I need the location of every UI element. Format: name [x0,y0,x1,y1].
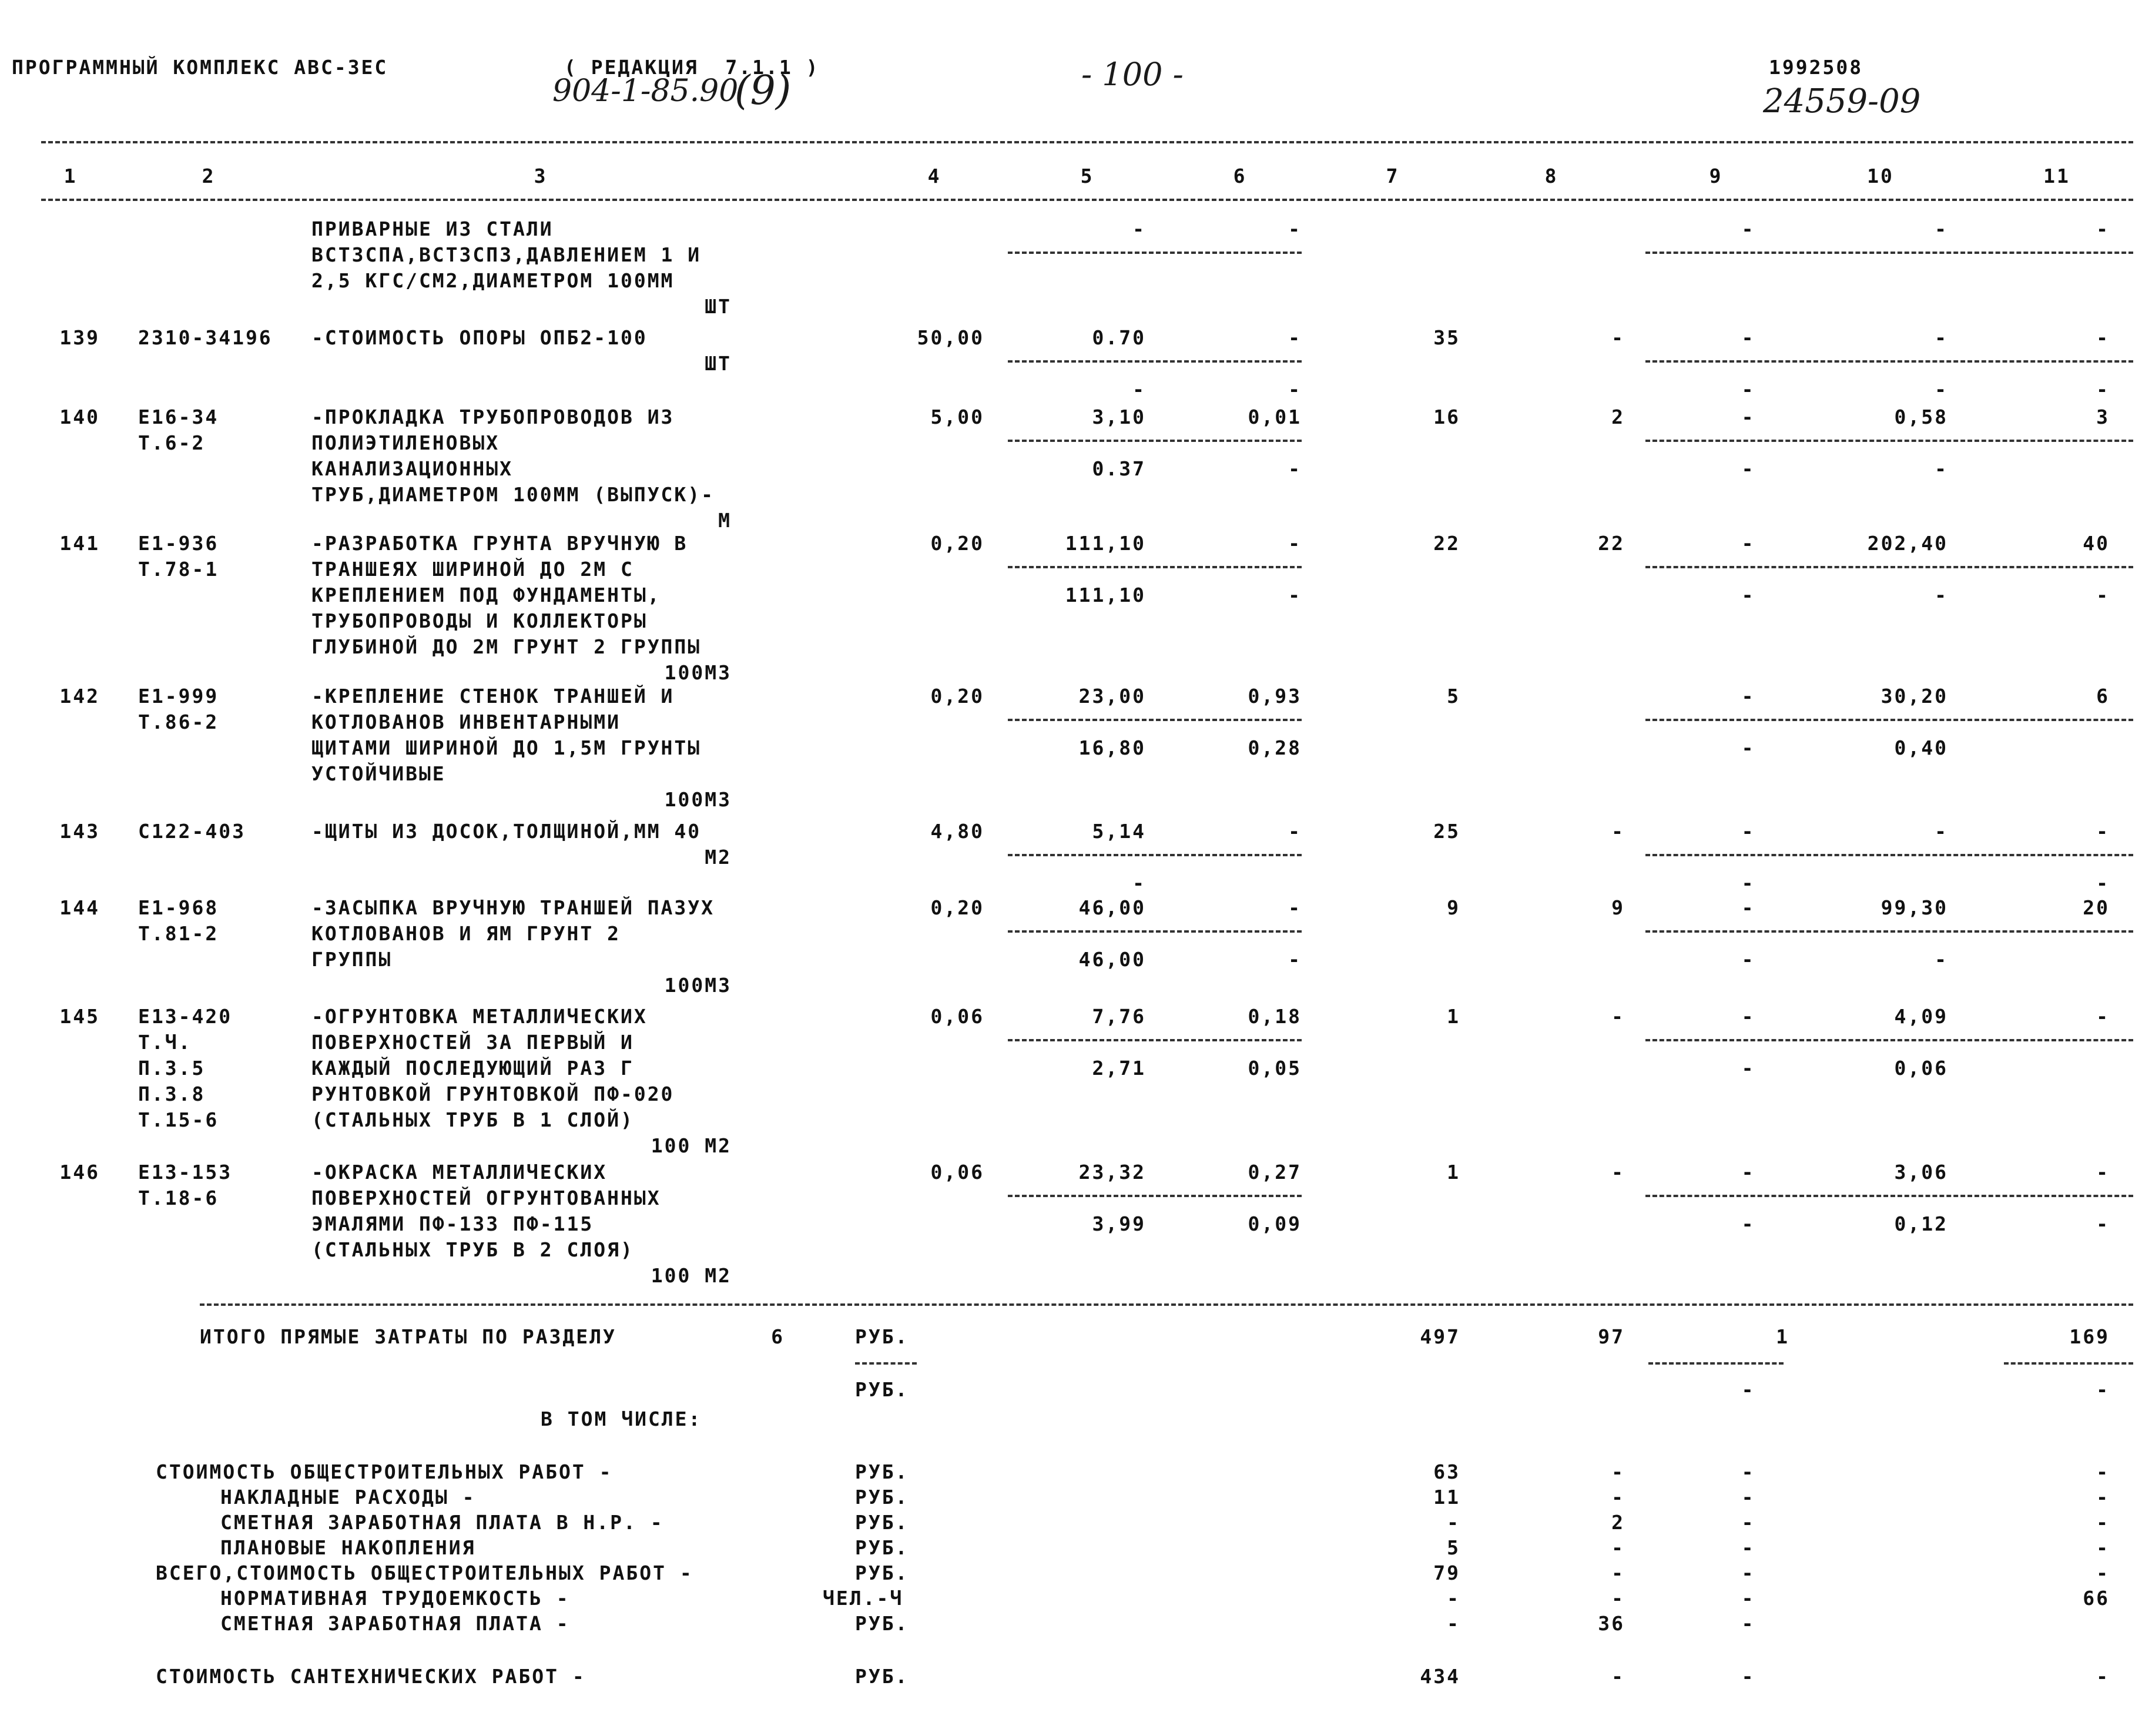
unit-price-cell-lower: - [2096,378,2110,401]
page-number: - 100 - [1081,56,1184,93]
row-code: Т.78-1 [138,558,219,581]
summary-machine: - [1741,1486,1755,1509]
unit-price-cell-lower: - [1741,948,1755,971]
price-separator [1008,719,1302,721]
row-code: Т.6-2 [138,431,206,454]
summary-unit: ЧЕЛ.-Ч [823,1587,904,1610]
wage-cell: 22 [1598,532,1625,555]
unit-price-cell: 111,10 [1065,532,1146,555]
cost-cell: 1 [1447,1161,1460,1184]
row-description: КОТЛОВАНОВ И ЯМ ГРУНТ 2 [311,922,621,945]
totals-separator-small [1648,1362,1784,1365]
unit-price-cell: 202,40 [1867,532,1948,555]
unit-price-cell: - [1741,405,1755,428]
row-code: Т.18-6 [138,1187,219,1209]
cost-cell: 1 [1447,1005,1460,1028]
summary-label: НАКЛАДНЫЕ РАСХОДЫ - [220,1486,476,1509]
row-description: -ЩИТЫ ИЗ ДОСОК,ТОЛЩИНОЙ,ММ 40 [311,820,702,843]
price-separator [1008,854,1302,856]
unit-price-cell-lower: 0,12 [1894,1212,1948,1235]
unit-price-cell: - [2096,326,2110,349]
unit-price-cell-lower: - [1741,457,1755,480]
price-separator [1645,360,2133,363]
summary-labour: - [2096,1511,2110,1534]
summary-unit: РУБ. [855,1511,909,1534]
unit-price-cell: 0,58 [1894,405,1948,428]
totals-machine: 1 [1776,1325,1789,1348]
wage-cell: 2 [1611,405,1625,428]
summary-wage: - [1611,1486,1625,1509]
including-label: В ТОМ ЧИСЛЕ: [541,1407,702,1430]
unit-price-cell: - [2096,1161,2110,1184]
unit-price-cell: - [1288,532,1302,555]
row-description: -ПРОКЛАДКА ТРУБОПРОВОДОВ ИЗ [311,405,675,428]
unit-price-cell-lower: 0,05 [1248,1057,1302,1080]
row-number: 142 [59,685,100,708]
unit-price-cell-lower: - [2096,872,2110,894]
row-code: Т.15-6 [138,1108,219,1131]
row-unit: М2 [705,846,732,869]
unit-price-cell: 4,09 [1894,1005,1948,1028]
handwritten-doc-suffix: (9) [735,68,792,114]
unit-price-cell-lower: - [1935,948,1948,971]
quantity-cell: 4,80 [930,820,984,843]
summary-cost: - [1447,1511,1460,1534]
unit-price-cell-lower: - [1288,948,1302,971]
summary-wage: - [1611,1536,1625,1559]
summary-machine: - [1741,1511,1755,1534]
quantity-cell: 0,20 [930,685,984,708]
row-description: ГЛУБИНОЙ ДО 2М ГРУНТ 2 ГРУППЫ [311,635,702,658]
cost-cell: 9 [1447,896,1460,919]
column-header: 10 [1867,165,1894,187]
header-separator-top [41,141,2133,143]
price-separator [1008,440,1302,442]
unit-price-cell: 99,30 [1881,896,1948,919]
unit-price-cell-lower: - [1935,457,1948,480]
unit-price-cell-lower: - [1288,457,1302,480]
unit-price-cell: 0,27 [1248,1161,1302,1184]
totals-unit: РУБ. [855,1325,909,1348]
column-header: 8 [1544,165,1558,187]
summary-label: ВСЕГО,СТОИМОСТЬ ОБЩЕСТРОИТЕЛЬНЫХ РАБОТ - [156,1561,693,1584]
column-header: 4 [927,165,941,187]
row-description: ТРУБ,ДИАМЕТРОМ 100ММ (ВЫПУСК)- [311,483,715,506]
row-number: 144 [59,896,100,919]
program-title: ПРОГРАММНЫЙ КОМПЛЕКС АВС-ЗЕС [12,56,388,79]
summary-label: ПЛАНОВЫЕ НАКОПЛЕНИЯ [220,1536,476,1559]
quantity-cell: 0,06 [930,1005,984,1028]
header-separator-bottom [41,199,2133,201]
row-number: 140 [59,405,100,428]
unit-price-cell: 3,06 [1894,1161,1948,1184]
column-header: 2 [202,165,216,187]
summary-wage: - [1611,1587,1625,1610]
cost-cell: 22 [1433,532,1460,555]
summary-cost: 79 [1433,1561,1460,1584]
price-separator [1645,854,2133,856]
row-code: П.3.5 [138,1057,206,1080]
summary-wage: - [1611,1561,1625,1584]
price-separator [1008,1039,1302,1041]
summary-unit: РУБ. [855,1536,909,1559]
unit-price-cell: 40 [2083,532,2110,555]
quantity-cell: 5,00 [930,405,984,428]
unit-price-cell-lower: - [2096,1212,2110,1235]
column-header: 7 [1386,165,1400,187]
unit-price-cell: 0,93 [1248,685,1302,708]
unit-price-cell: - [1288,217,1302,240]
row-description: ГРУППЫ [311,948,393,971]
price-separator [1645,930,2133,933]
cost-cell: 35 [1433,326,1460,349]
unit-price-cell-lower: - [1288,584,1302,606]
unit-price-cell-lower: 0,28 [1248,736,1302,759]
unit-price-cell: 0,01 [1248,405,1302,428]
summary-machine: - [1741,1665,1755,1688]
price-separator [1008,252,1302,254]
row-description: 2,5 КГС/СМ2,ДИАМЕТРОМ 100ММ [311,269,675,292]
row-description: ТРУБОПРОВОДЫ И КОЛЛЕКТОРЫ [311,609,648,632]
row-description: -ОГРУНТОВКА МЕТАЛЛИЧЕСКИХ [311,1005,648,1028]
row-description: ПОВЕРХНОСТЕЙ ОГРУНТОВАННЫХ [311,1187,661,1209]
totals-labour-lower: - [2096,1378,2110,1401]
row-code: Т.86-2 [138,711,219,733]
unit-price-cell: - [1935,820,1948,843]
row-code: 2310-34196 [138,326,273,349]
row-description: -ОКРАСКА МЕТАЛЛИЧЕСКИХ [311,1161,608,1184]
totals-separator [200,1303,2133,1306]
row-code: Е1-936 [138,532,219,555]
row-number: 141 [59,532,100,555]
unit-price-cell: - [1741,217,1755,240]
unit-price-cell-lower: 0.37 [1092,457,1146,480]
summary-wage: - [1611,1460,1625,1483]
price-separator [1008,1195,1302,1197]
unit-price-cell: - [1741,1161,1755,1184]
summary-labour: - [2096,1665,2110,1688]
wage-cell: - [1611,326,1625,349]
summary-machine: - [1741,1561,1755,1584]
summary-cost: 434 [1420,1665,1460,1688]
totals-separator-small [2004,1362,2133,1365]
summary-label: СМЕТНАЯ ЗАРАБОТНАЯ ПЛАТА В Н.Р. - [220,1511,664,1534]
summary-cost: 5 [1447,1536,1460,1559]
handwritten-doc-code: 904-1-85.90 [552,73,739,109]
unit-price-cell: 3 [2096,405,2110,428]
row-code: Е16-34 [138,405,219,428]
quantity-cell: 0,20 [930,532,984,555]
price-separator [1645,252,2133,254]
summary-machine: - [1741,1587,1755,1610]
column-header: 11 [2043,165,2070,187]
unit-price-cell: 5,14 [1092,820,1146,843]
summary-labour: - [2096,1486,2110,1509]
unit-price-cell: 6 [2096,685,2110,708]
totals-unit-separator [855,1362,917,1365]
unit-price-cell: - [1288,820,1302,843]
unit-price-cell: - [2096,217,2110,240]
row-description: РУНТОВКОЙ ГРУНТОВКОЙ ПФ-020 [311,1083,675,1105]
row-unit: 100М3 [664,661,732,684]
summary-unit: РУБ. [855,1665,909,1688]
unit-price-cell: - [1741,820,1755,843]
row-unit: 100М3 [664,974,732,997]
row-unit: ШТ [705,352,732,375]
summary-cost: - [1447,1587,1460,1610]
summary-machine: - [1741,1460,1755,1483]
row-unit: 100 М2 [651,1264,732,1287]
summary-unit: РУБ. [855,1460,909,1483]
totals-labour: 169 [2069,1325,2110,1348]
unit-price-cell: - [1741,896,1755,919]
quantity-cell: 0,06 [930,1161,984,1184]
price-separator [1645,566,2133,568]
row-code: Е1-968 [138,896,219,919]
quantity-cell: 0,20 [930,896,984,919]
unit-price-cell: 30,20 [1881,685,1948,708]
price-separator [1645,719,2133,721]
unit-price-cell-lower: - [1935,584,1948,606]
row-code: Т.81-2 [138,922,219,945]
unit-price-cell-lower: - [1132,872,1146,894]
totals-unit: РУБ. [855,1378,909,1401]
unit-price-cell-lower: 0,06 [1894,1057,1948,1080]
row-number: 145 [59,1005,100,1028]
row-description: -ЗАСЫПКА ВРУЧНУЮ ТРАНШЕЙ ПАЗУХ [311,896,715,919]
column-header: 3 [534,165,548,187]
unit-price-cell: - [2096,1005,2110,1028]
row-description: ПОВЕРХНОСТЕЙ ЗА ПЕРВЫЙ И [311,1031,634,1054]
summary-cost: - [1447,1612,1460,1635]
row-description: ЭМАЛЯМИ ПФ-133 ПФ-115 [311,1212,594,1235]
unit-price-cell: - [2096,820,2110,843]
summary-machine: - [1741,1536,1755,1559]
row-description: КОТЛОВАНОВ ИНВЕНТАРНЫМИ [311,711,621,733]
wage-cell: - [1611,1161,1625,1184]
price-separator [1645,1039,2133,1041]
summary-label: НОРМАТИВНАЯ ТРУДОЕМКОСТЬ - [220,1587,570,1610]
row-unit: ШТ [705,295,732,318]
price-separator [1008,566,1302,568]
summary-wage: 2 [1611,1511,1625,1534]
unit-price-cell-lower: 46,00 [1078,948,1146,971]
summary-wage: 36 [1598,1612,1625,1635]
unit-price-cell-lower: - [1741,736,1755,759]
cost-cell: 5 [1447,685,1460,708]
cost-cell: 25 [1433,820,1460,843]
unit-price-cell: 0.70 [1092,326,1146,349]
totals-machine-lower: - [1741,1378,1755,1401]
summary-cost: 63 [1433,1460,1460,1483]
totals-wage: 97 [1598,1325,1625,1348]
unit-price-cell: 7,76 [1092,1005,1146,1028]
unit-price-cell-lower: - [1741,378,1755,401]
wage-cell: - [1611,1005,1625,1028]
row-code: Е13-153 [138,1161,233,1184]
row-description: -РАЗРАБОТКА ГРУНТА ВРУЧНУЮ В [311,532,688,555]
row-description: ТРАНШЕЯХ ШИРИНОЙ ДО 2М С [311,558,634,581]
row-description: КАЖДЫЙ ПОСЛЕДУЮЩИЙ РАЗ Г [311,1057,634,1080]
cost-cell: 16 [1433,405,1460,428]
row-description: (СТАЛЬНЫХ ТРУБ В 2 СЛОЯ) [311,1238,634,1261]
unit-price-cell: 3,10 [1092,405,1146,428]
summary-unit: РУБ. [855,1561,909,1584]
quantity-cell: 50,00 [917,326,984,349]
row-unit: М [718,509,732,532]
column-header: 1 [63,165,78,187]
row-unit: 100М3 [664,788,732,811]
wage-cell: 9 [1611,896,1625,919]
column-header: 6 [1233,165,1247,187]
row-number: 146 [59,1161,100,1184]
row-description: КАНАЛИЗАЦИОННЫХ [311,457,514,480]
unit-price-cell: - [1288,896,1302,919]
unit-price-cell: 23,32 [1078,1161,1146,1184]
unit-price-cell-lower: - [1741,1212,1755,1235]
unit-price-cell-lower: 111,10 [1065,584,1146,606]
row-description: ВСТЗСПА,ВСТЗСПЗ,ДАВЛЕНИЕМ 1 И [311,243,702,266]
row-number: 143 [59,820,100,843]
price-separator [1008,930,1302,933]
row-unit: 100 М2 [651,1134,732,1157]
row-number: 139 [59,326,100,349]
unit-price-cell: - [1741,1005,1755,1028]
summary-labour: 66 [2083,1587,2110,1610]
summary-label: СТОИМОСТЬ ОБЩЕСТРОИТЕЛЬНЫХ РАБОТ - [156,1460,613,1483]
unit-price-cell: 0,18 [1248,1005,1302,1028]
unit-price-cell: 20 [2083,896,2110,919]
summary-machine: - [1741,1612,1755,1635]
sheet-number: 1992508 [1769,56,1863,79]
unit-price-cell-lower: - [2096,584,2110,606]
unit-price-cell-lower: - [1741,872,1755,894]
unit-price-cell-lower: - [1132,378,1146,401]
price-separator [1645,440,2133,442]
unit-price-cell: 46,00 [1078,896,1146,919]
unit-price-cell-lower: - [1288,378,1302,401]
edition-label: ( РЕДАКЦИЯ 7.1.1 ) [564,56,820,79]
column-header: 5 [1080,165,1094,187]
unit-price-cell-lower: - [1935,378,1948,401]
row-code: С122-403 [138,820,246,843]
unit-price-cell: - [1741,685,1755,708]
row-code: П.3.8 [138,1083,206,1105]
row-code: Е1-999 [138,685,219,708]
summary-wage: - [1611,1665,1625,1688]
row-description: -КРЕПЛЕНИЕ СТЕНОК ТРАНШЕЙ И [311,685,675,708]
unit-price-cell-lower: 0,09 [1248,1212,1302,1235]
summary-labour: - [2096,1536,2110,1559]
unit-price-cell: - [1132,217,1146,240]
totals-cost: 497 [1420,1325,1460,1348]
unit-price-cell-lower: - [1741,1057,1755,1080]
summary-label: СТОИМОСТЬ САНТЕХНИЧЕСКИХ РАБОТ - [156,1665,586,1688]
row-description: КРЕПЛЕНИЕМ ПОД ФУНДАМЕНТЫ, [311,584,661,606]
wage-cell: - [1611,820,1625,843]
totals-section: 6 [771,1325,785,1348]
summary-label: СМЕТНАЯ ЗАРАБОТНАЯ ПЛАТА - [220,1612,570,1635]
row-description: УСТОЙЧИВЫЕ [311,762,446,785]
unit-price-cell-lower: - [1741,584,1755,606]
unit-price-cell: - [1288,326,1302,349]
unit-price-cell: 23,00 [1078,685,1146,708]
unit-price-cell: - [1935,326,1948,349]
unit-price-cell: - [1935,217,1948,240]
row-description: ПРИВАРНЫЕ ИЗ СТАЛИ [311,217,554,240]
row-description: ПОЛИЭТИЛЕНОВЫХ [311,431,500,454]
summary-labour: - [2096,1561,2110,1584]
row-description: -СТОИМОСТЬ ОПОРЫ ОПБ2-100 [311,326,648,349]
summary-unit: РУБ. [855,1486,909,1509]
row-description: (СТАЛЬНЫХ ТРУБ В 1 СЛОЙ) [311,1108,634,1131]
price-separator [1645,1195,2133,1197]
price-separator [1008,360,1302,363]
unit-price-cell-lower: 3,99 [1092,1212,1146,1235]
unit-price-cell-lower: 16,80 [1078,736,1146,759]
handwritten-register-number: 24559-09 [1763,82,1921,120]
row-code: Т.Ч. [138,1031,192,1054]
summary-labour: - [2096,1460,2110,1483]
unit-price-cell: - [1741,532,1755,555]
column-header: 9 [1709,165,1723,187]
unit-price-cell-lower: 0,40 [1894,736,1948,759]
row-description: ЩИТАМИ ШИРИНОЙ ДО 1,5М ГРУНТЫ [311,736,702,759]
totals-label: ИТОГО ПРЯМЫЕ ЗАТРАТЫ ПО РАЗДЕЛУ [200,1325,616,1348]
unit-price-cell: - [1741,326,1755,349]
summary-unit: РУБ. [855,1612,909,1635]
summary-cost: 11 [1433,1486,1460,1509]
row-code: Е13-420 [138,1005,233,1028]
unit-price-cell-lower: 2,71 [1092,1057,1146,1080]
